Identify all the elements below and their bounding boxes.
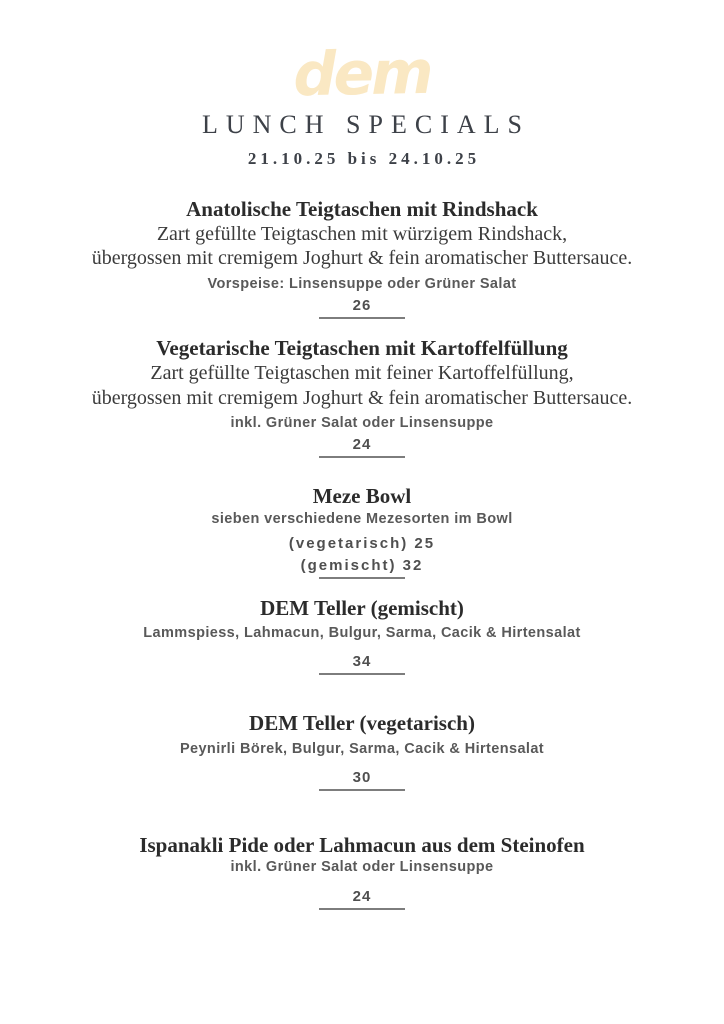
item-title: Anatolische Teigtaschen mit Rindshack: [186, 196, 538, 221]
item-note: sieben verschiedene Mezesorten im Bowl: [211, 510, 513, 527]
description-line: Zart gefüllte Teigtaschen mit feiner Kartoffelfüllung,: [150, 362, 574, 385]
menu-item-anatolische-teigtaschen: [0, 197, 724, 319]
item-price: 30: [352, 768, 372, 786]
price-divider: [319, 908, 405, 910]
item-title: Meze Bowl: [312, 484, 412, 509]
item-note: Lammspiess, Lahmacun, Bulgur, Sarma, Cacik & Hirtensalat: [143, 625, 581, 642]
item-price-vegetarisch: (vegetarisch) 25: [288, 534, 436, 552]
item-price-gemischt: (gemischt) 32: [300, 556, 424, 574]
item-note: Vorspeise: Linsensuppe oder Grüner Salat: [207, 275, 517, 292]
menu-item-dem-teller-vegetarisch: [0, 711, 724, 791]
item-title: DEM Teller (vegetarisch): [249, 711, 475, 736]
price-divider: [319, 673, 405, 675]
price-divider: [319, 789, 405, 791]
item-title: Vegetarische Teigtaschen mit Kartoffelfüllung: [156, 336, 568, 361]
description-line: übergossen mit cremigem Joghurt & fein aromatischer Buttersauce.: [91, 247, 633, 270]
menu-title: LUNCH SPECIALS: [202, 110, 530, 139]
item-price: 34: [352, 653, 372, 671]
description-line: übergossen mit cremigem Joghurt & fein aromatischer Buttersauce.: [91, 386, 633, 409]
description-line: Zart gefüllte Teigtaschen mit würzigem Rindshack,: [156, 222, 568, 245]
item-note: inkl. Grüner Salat oder Linsensuppe: [230, 414, 494, 431]
item-title: DEM Teller (gemischt): [260, 595, 464, 620]
menu-item-meze-bowl: [0, 484, 724, 579]
menu-item-dem-teller-gemischt: [0, 596, 724, 676]
price-divider: [319, 577, 405, 579]
item-note: Peynirli Börek, Bulgur, Sarma, Cacik & Hirtensalat: [179, 740, 545, 757]
price-divider: [319, 317, 405, 319]
item-price: 26: [352, 297, 372, 315]
item-price: 24: [352, 887, 372, 905]
item-description: [0, 222, 724, 271]
menu-item-vegetarische-teigtaschen: [0, 336, 724, 458]
date-range: 21.10.25 bis 24.10.25: [247, 148, 481, 168]
menu-items: [0, 197, 724, 910]
menu-item-ispanakli-pide: [0, 833, 724, 910]
item-note: inkl. Grüner Salat oder Linsensuppe: [230, 859, 494, 876]
dem-logo: dem: [292, 37, 432, 111]
item-title: Ispanakli Pide oder Lahmacun aus dem Steinofen: [139, 832, 585, 857]
item-description: [0, 361, 724, 410]
menu-header: [0, 37, 724, 169]
item-price: 24: [352, 436, 372, 454]
price-divider: [319, 456, 405, 458]
